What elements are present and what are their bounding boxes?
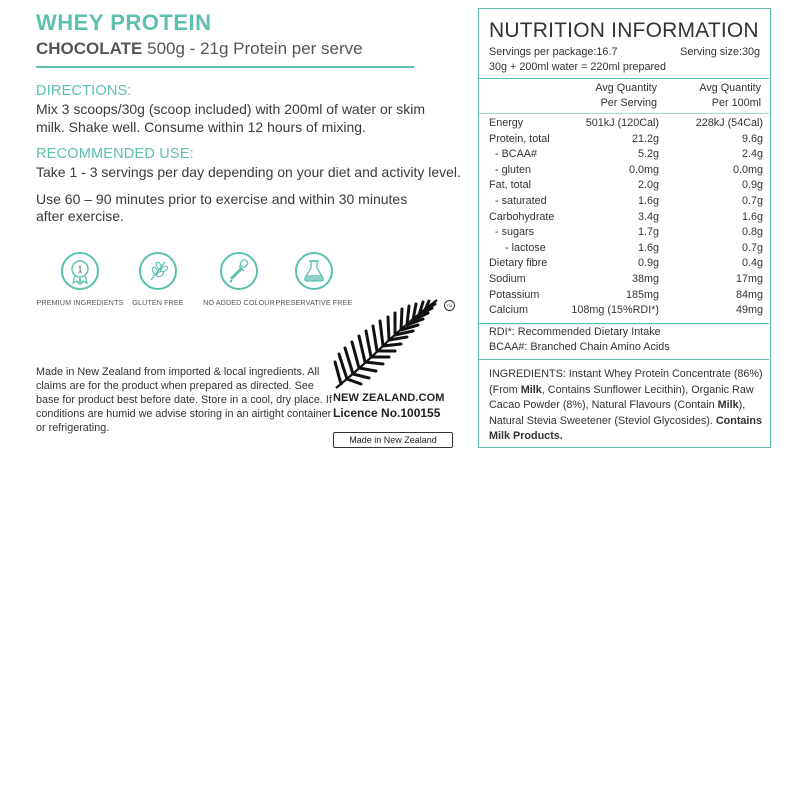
per-100ml-value: 1.6g (741, 210, 763, 223)
divider (479, 78, 769, 79)
badge-gluten-free (113, 252, 203, 307)
nutrition-row (489, 195, 763, 211)
nutrition-row (489, 304, 763, 320)
per-100ml-value: 2.4g (741, 148, 763, 161)
directions-line-1: Mix 3 scoops/30g (scoop included) with 200ml of water or skim (36, 101, 426, 117)
ingredients-text: INGREDIENTS: Instant Whey Protein Concentrate (86%) (From Milk, Contains Sunflower Lecithin), Organic Raw Cacao Powder (8%), Natural Flavours (Contain Milk), Natural Stevia Sweetener (Steviol Glycosides). Contains Milk Products. (489, 368, 763, 442)
nutrition-row (489, 133, 763, 149)
per-serving-value: 1.6g (637, 241, 659, 254)
per-serving-value: 3.4g (637, 210, 659, 223)
nutrient-label: - BCAA# (495, 148, 538, 161)
nutrition-row (489, 273, 763, 289)
nutrition-row (489, 211, 763, 227)
nutrition-row (489, 242, 763, 258)
nz-website: NEW ZEALAND.COM (333, 392, 445, 404)
dropper-icon (222, 254, 256, 288)
per-serving-value: 0.9g (637, 257, 659, 270)
col-per-serving-header: Avg Quantity Per Serving (595, 82, 657, 109)
product-title: WHEY PROTEIN (36, 10, 212, 35)
badge-label: PRESERVATIVE FREE (275, 298, 353, 307)
per-100ml-value: 0.9g (741, 179, 763, 192)
per-100ml-value: 228kJ (54Cal) (695, 117, 763, 129)
nutrient-label: Fat, total (489, 179, 532, 192)
medal-number: 1 (77, 264, 83, 275)
protein-suffix: Protein per serve (233, 39, 363, 58)
badge-label: PREMIUM INGREDIENTS (36, 298, 124, 307)
per-serving-value: 185mg (625, 288, 659, 301)
flask-icon (297, 254, 331, 288)
per-serving-value: 501kJ (120Cal) (585, 117, 659, 129)
wheat-icon (141, 254, 175, 288)
directions-line-2: milk. Shake well. Consume within 12 hours of mixing. (36, 119, 366, 135)
per-serving-value: 21.2g (631, 132, 659, 145)
recommended-line-1: Take 1 - 3 servings per day depending on your diet and activity level. (36, 164, 461, 180)
nutrition-title: NUTRITION INFORMATION (489, 19, 759, 42)
nutrition-row (489, 179, 763, 195)
serving-size: Serving size:30g (680, 46, 760, 58)
per-serving-value: 38mg (631, 273, 659, 285)
size-protein: 500g - 21g (147, 39, 229, 58)
divider (479, 113, 769, 114)
per-serving-value: 1.6g (637, 195, 659, 207)
per-serving-value: 1.7g (637, 226, 659, 239)
per-100ml-value: 0.7g (741, 195, 763, 207)
col-per-100ml-header: Avg Quantity Per 100ml (699, 82, 761, 109)
servings-per-package: Servings per package:16.7 (489, 46, 618, 58)
recommended-line-3: after exercise. (36, 208, 124, 224)
recommended-heading: RECOMMENDED USE: (36, 146, 194, 162)
bcaa-note: BCAA#: Branched Chain Amino Acids (489, 341, 670, 353)
per-100ml-value: 9.6g (741, 132, 763, 145)
per-serving-value: 0.0mg (628, 163, 659, 176)
nutrient-label: Potassium (489, 288, 540, 301)
per-serving-value: 108mg (15%RDI*) (571, 304, 659, 317)
per-100ml-value: 0.7g (741, 241, 763, 254)
nutrient-label: - gluten (495, 163, 532, 176)
made-in-nz-box: Made in New Zealand (333, 432, 453, 448)
nutrient-label: Energy (489, 117, 524, 129)
nutrient-label: Carbohydrate (489, 210, 555, 223)
trademark-mark: TM (444, 300, 455, 311)
nutrient-label: Protein, total (489, 132, 550, 145)
nutrition-row (489, 289, 763, 305)
nutrient-label: - sugars (495, 226, 535, 239)
divider (479, 323, 769, 324)
nutrition-row (489, 257, 763, 273)
header-divider (36, 66, 414, 68)
storage-text: Made in New Zealand from imported & local ingredients. All claims are for the product when prepared as directed. See base for product best before date. Store in a cool, dry place. If conditions are humid we advise storing in an airtight container or refrigerating. (36, 366, 332, 434)
nutrition-row (489, 226, 763, 242)
nutrient-label: - saturated (495, 195, 547, 207)
nutrition-row (489, 117, 763, 133)
allergen-statement: Contains Milk Products. (489, 414, 763, 442)
nutrition-row (489, 164, 763, 180)
per-100ml-value: 0.8g (741, 226, 763, 239)
badge-premium-ingredients (35, 252, 125, 307)
per-100ml-value: 49mg (735, 304, 763, 317)
product-subtitle (36, 38, 476, 60)
nutrient-label: Sodium (489, 273, 526, 285)
rdi-note: RDI*: Recommended Dietary Intake (489, 326, 661, 338)
ribbon-medal-icon (63, 254, 97, 288)
product-header (36, 8, 476, 60)
nz-licence: Licence No.100155 (333, 406, 441, 420)
per-100ml-value: 0.4g (741, 257, 763, 270)
per-serving-value: 5.2g (637, 148, 659, 161)
nutrition-row (489, 148, 763, 164)
flavour-name: CHOCOLATE (36, 39, 143, 58)
nutrient-label: Dietary fibre (489, 257, 548, 270)
silver-fern-icon (333, 296, 443, 391)
directions-heading: DIRECTIONS: (36, 83, 132, 99)
nutrient-label: Calcium (489, 304, 528, 317)
divider (479, 359, 769, 360)
per-serving-value: 2.0g (637, 179, 659, 192)
per-100ml-value: 84mg (735, 288, 763, 301)
badge-label: GLUTEN FREE (132, 298, 184, 307)
nutrition-panel (478, 8, 771, 448)
recommended-line-2: Use 60 – 90 minutes prior to exercise and within 30 minutes (36, 191, 408, 207)
badge-label: NO ADDED COLOUR (203, 298, 275, 307)
per-100ml-value: 0.0mg (732, 163, 763, 176)
per-100ml-value: 17mg (735, 273, 763, 285)
nutrient-label: - lactose (505, 241, 546, 254)
prepared-note: 30g + 200ml water = 220ml prepared (489, 61, 667, 73)
